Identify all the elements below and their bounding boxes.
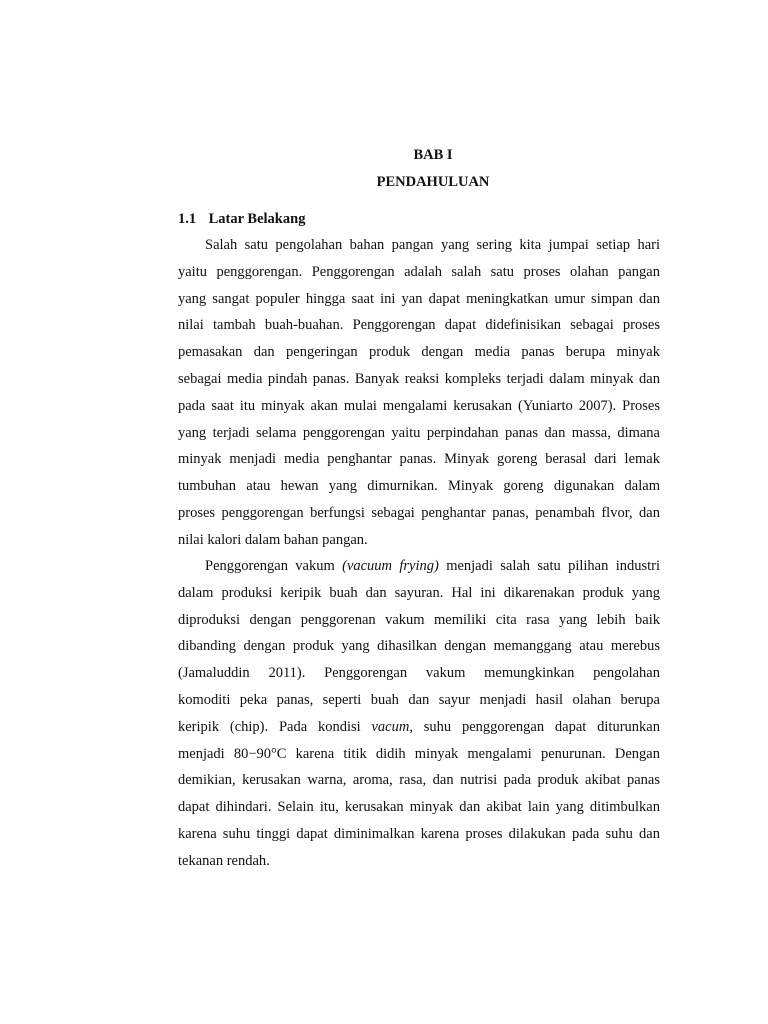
paragraph-line: nilai kalori dalam bahan pangan.	[178, 531, 368, 548]
paragraph-line: proses penggorengan berfungsi sebagai penghantar panas, penambah flvor, dan	[178, 504, 660, 521]
paragraph-line: Salah satu pengolahan bahan pangan yang sering kita jumpai setiap hari	[205, 237, 660, 253]
section-number: 1.1	[178, 211, 197, 227]
paragraph-line: menjadi 80−90°C karena titik didih minyak mengalami penurunan. Dengan	[178, 745, 660, 762]
paragraph-2	[178, 553, 660, 875]
paragraph-line: pada saat itu minyak akan mulai mengalami kerusakan (Yuniarto 2007). Proses	[178, 397, 660, 414]
paragraph-line: dalam produksi keripik buah dan sayuran. Hal ini dikarenakan produk yang	[178, 584, 660, 601]
paragraph-line	[178, 714, 660, 741]
paragraph-line: sebagai media pindah panas. Banyak reaksi kompleks terjadi dalam minyak dan	[178, 370, 660, 387]
text-run: , suhu penggorengan dapat diturunkan	[409, 718, 660, 735]
paragraph-line: komoditi peka panas, seperti buah dan sayur menjadi hasil olahan berupa	[178, 691, 660, 708]
chapter-number: BAB I	[413, 147, 453, 163]
paragraph-line: demikian, kerusakan warna, aroma, rasa, dan nutrisi pada produk akibat panas	[178, 772, 660, 789]
paragraph-line: yang sangat populer hingga saat ini yan dapat meningkatkan umur simpan dan	[178, 290, 660, 307]
italic-term: (vacuum frying)	[342, 558, 439, 574]
italic-term: vacum	[371, 718, 410, 735]
paragraph-line: dibanding dengan produk yang dihasilkan dengan memanggang atau merebus	[178, 638, 660, 655]
section-title: Latar Belakang	[208, 211, 306, 227]
paragraph-1	[178, 232, 660, 554]
paragraph-line: minyak menjadi media penghantar panas. Minyak goreng berasal dari lemak	[178, 451, 660, 468]
text-run: keripik (chip). Pada kondisi	[178, 718, 372, 735]
section-heading	[178, 210, 305, 228]
paragraph-line: nilai tambah buah-buahan. Penggorengan dapat didefinisikan sebagai proses	[178, 317, 660, 334]
paragraph-line	[178, 553, 660, 580]
text-run: menjadi salah satu pilihan industri	[438, 558, 660, 574]
paragraph-line: tumbuhan atau hewan yang dimurnikan. Minyak goreng digunakan dalam	[178, 478, 660, 495]
chapter-title: PENDAHULUAN	[376, 174, 490, 190]
paragraph-line: pemasakan dan pengeringan produk dengan media panas berupa minyak	[178, 344, 660, 361]
paragraph-line: (Jamaluddin 2011). Penggorengan vakum memungkinkan pengolahan	[178, 665, 660, 682]
paragraph-line: tekanan rendah.	[178, 852, 270, 869]
paragraph-line: diproduksi dengan penggorenan vakum memiliki cita rasa yang lebih baik	[178, 611, 660, 628]
paragraph-line: karena suhu tinggi dapat diminimalkan karena proses dilakukan pada suhu dan	[178, 825, 660, 842]
paragraph-line: yaitu penggorengan. Penggorengan adalah salah satu proses olahan pangan	[178, 263, 660, 280]
paragraph-line: dapat dihindari. Selain itu, kerusakan minyak dan akibat lain yang ditimbulkan	[178, 799, 660, 816]
text-run: Penggorengan vakum	[205, 558, 343, 574]
paragraph-line: yang terjadi selama penggorengan yaitu perpindahan panas dan massa, dimana	[178, 424, 660, 441]
